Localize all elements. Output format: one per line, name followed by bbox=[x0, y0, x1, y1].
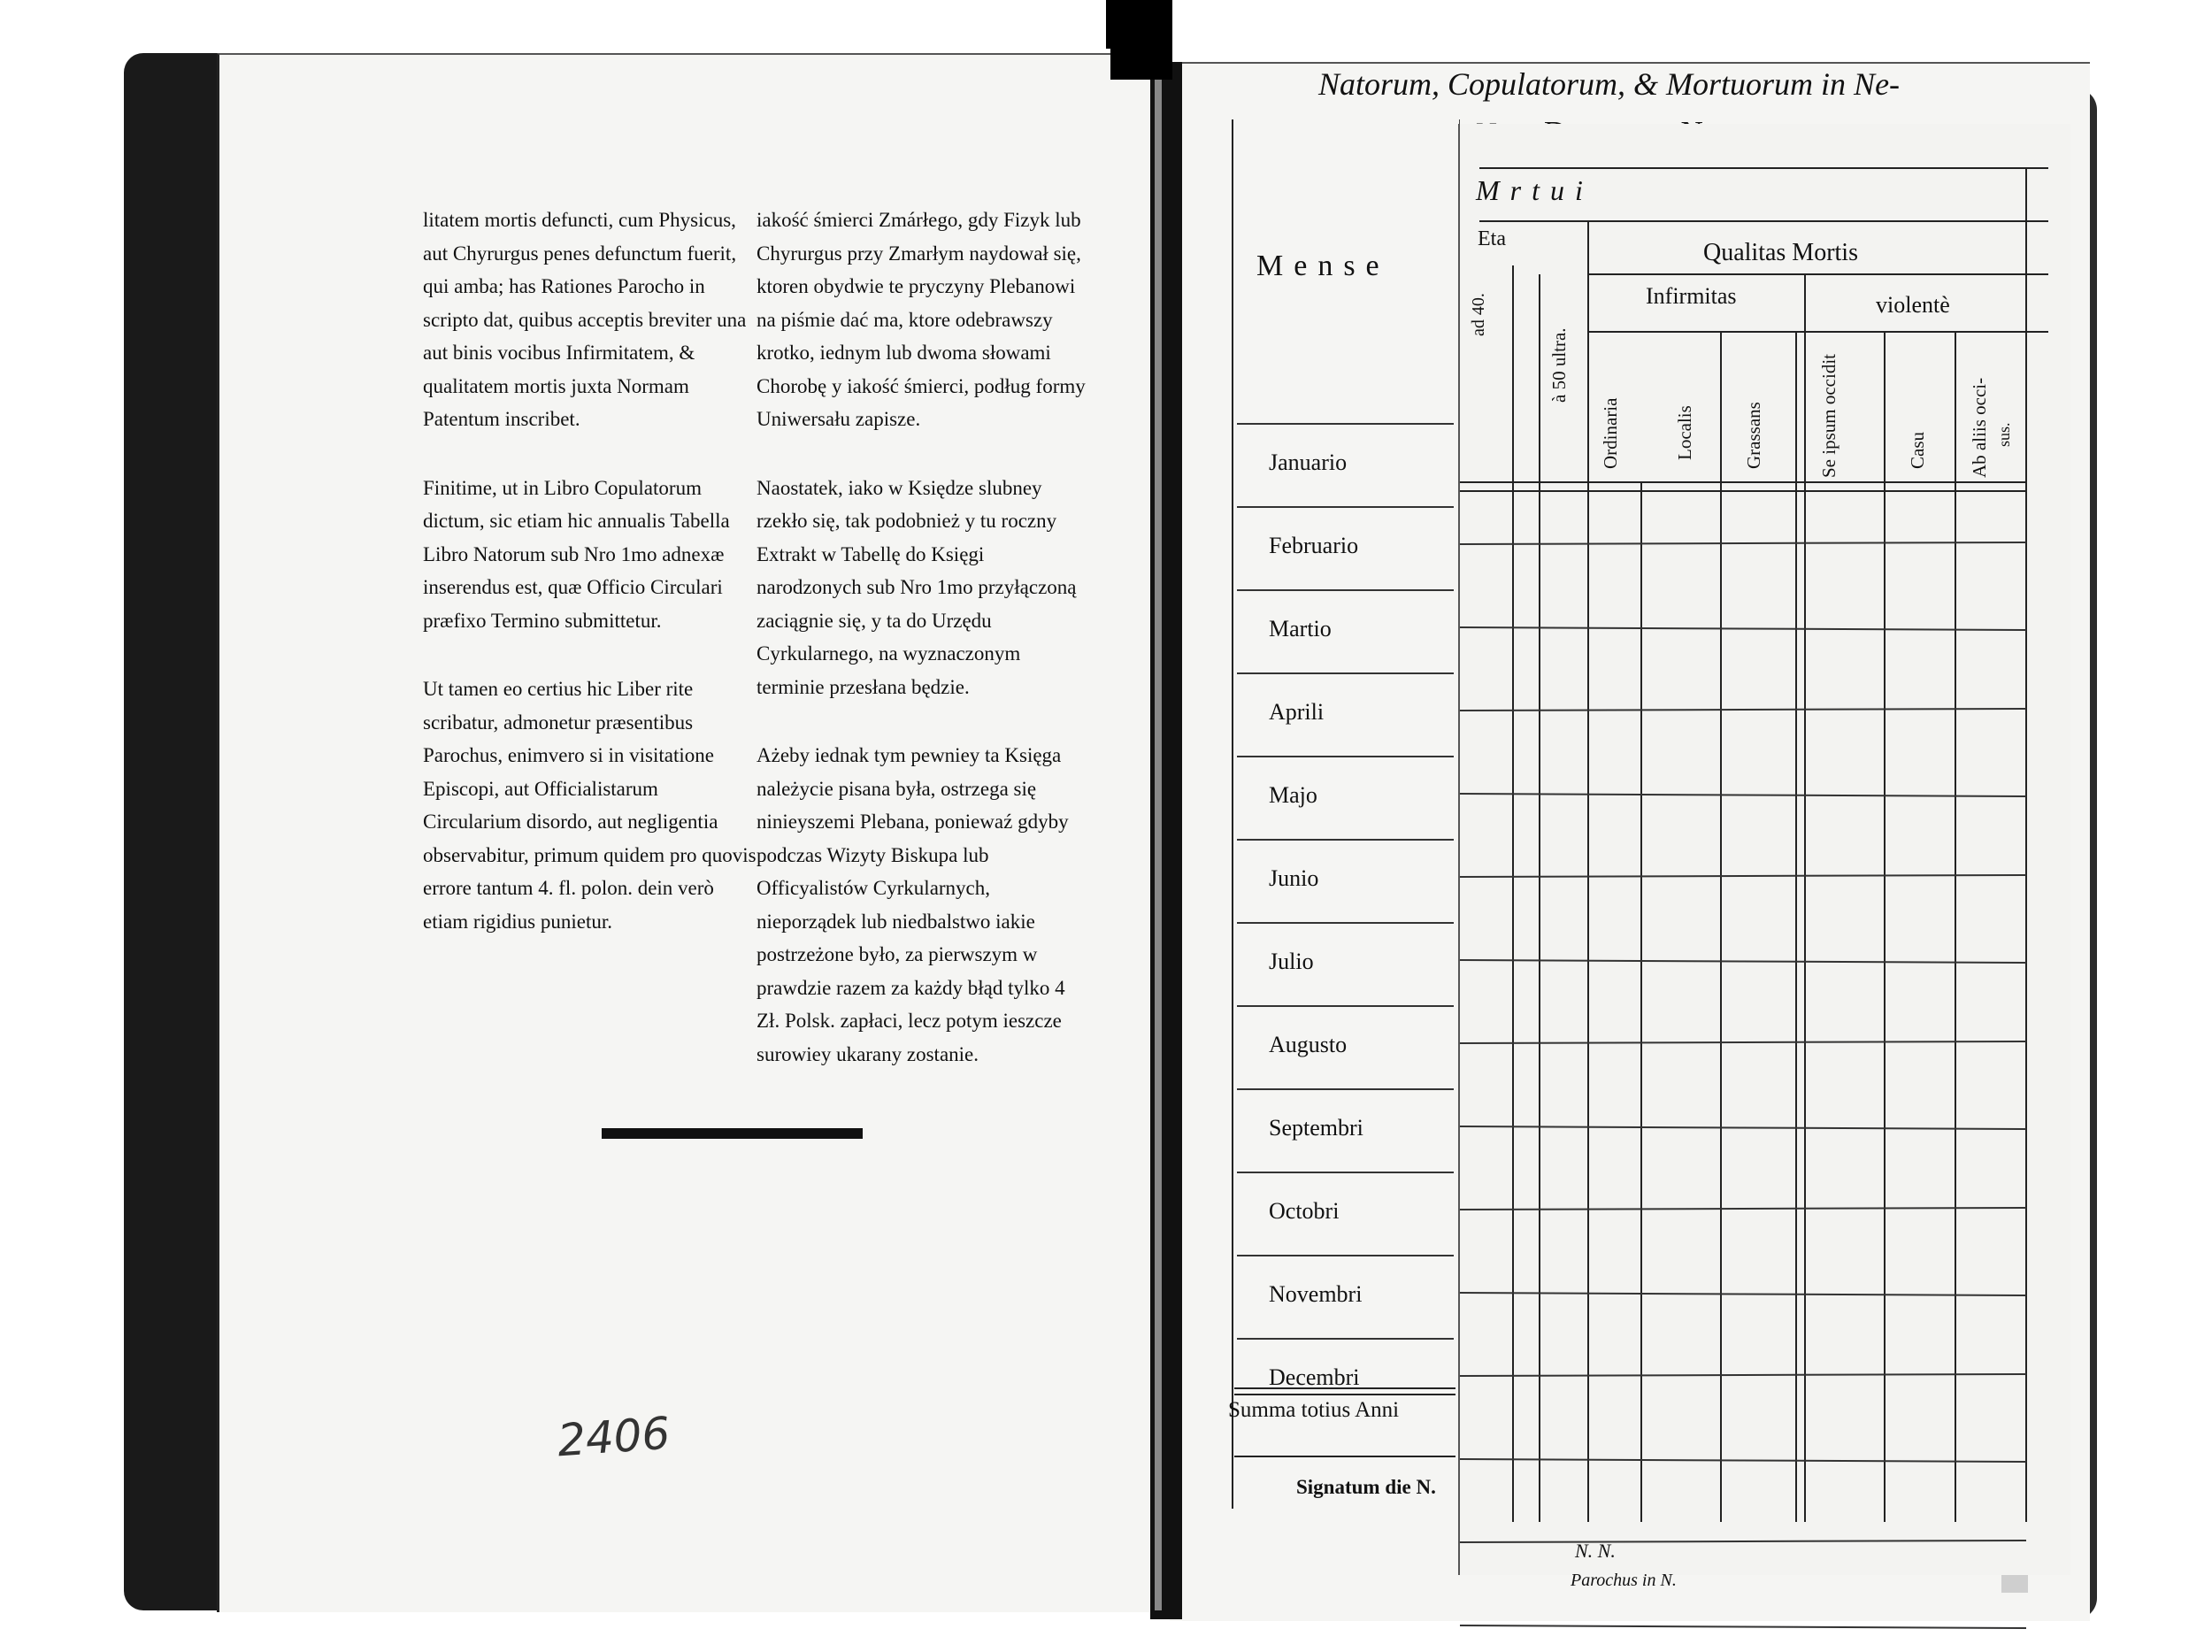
col-ab-aliis: Ab aliis occi- bbox=[1969, 377, 1990, 478]
footer-parochus: Parochus in N. bbox=[1571, 1571, 1677, 1590]
age-column-label-2: à 50 ultra. bbox=[1548, 327, 1570, 403]
month-label: Majo bbox=[1269, 782, 1317, 808]
latin-paragraph-3: Ut tamen eo certius hic Liber rite scribatur, admonetur præsentibus Parochus, enimvero si in visitatione Episcopi, aut Officialistarum Circularium disordo, aut negligentia observabitur, primum quidem pro quovis errore tantum 4. fl. polon. dein verò etiam rigidius punietur. bbox=[423, 678, 757, 933]
grid-row-line bbox=[1460, 627, 2026, 630]
grid-row-line bbox=[1460, 1374, 2026, 1376]
month-label: Novembri bbox=[1269, 1281, 1363, 1307]
month-label: Septembri bbox=[1269, 1115, 1363, 1141]
polish-paragraph-1: iakość śmierci Zmárłego, gdy Fizyk lub Chyrurgus przy Zmarłym naydował się, ktoren obydwie te pryczyny Plebanowi na piśmie dać ma, ktore odebrawszy krotko, iednym lub dwoma słowami Chorobę y iakość śmierci, podług formy Uniwersału zapisze. bbox=[757, 209, 1086, 430]
grid-row-line bbox=[1460, 542, 2026, 544]
grid-row-line bbox=[1460, 1041, 2026, 1043]
grid-row-line bbox=[1460, 875, 2026, 877]
age-column-label-1: ad 40. bbox=[1469, 293, 1488, 336]
grid-row-line bbox=[1460, 1126, 2026, 1129]
col-seipsum-occidit: Se ipsum occidit bbox=[1818, 354, 1839, 478]
grid-row-line bbox=[1460, 794, 2026, 796]
grid-row-line bbox=[1460, 1293, 2026, 1295]
col-grassans: Grassans bbox=[1743, 402, 1764, 469]
signatum-label: Signatum die N. bbox=[1296, 1476, 1436, 1498]
month-label: Octobri bbox=[1269, 1198, 1340, 1224]
month-label: Julio bbox=[1269, 949, 1314, 974]
handwritten-page-number: 2406 bbox=[556, 1407, 672, 1467]
latin-paragraph-1: litatem mortis defuncti, cum Physicus, aut Chyrurgus penes defunctum fuerit, qui amba; has Rationes Parocho in scripto dat, quibus acceptis breviter una aut binis vocibus Infirmitatem, & qualitatem mortis juxta Normam Patentum inscribet. bbox=[423, 209, 747, 430]
month-label: Januario bbox=[1269, 449, 1348, 475]
col-localis: Localis bbox=[1674, 405, 1695, 460]
latin-paragraph-2: Finitime, ut in Libro Copulatorum dictum, sic etiam hic annualis Tabella Libro Natorum sub Nro 1mo adnexæ inserendus est, quæ Officio Circulari præfixo Termino submittetur. bbox=[423, 476, 730, 632]
grid-row-line bbox=[1460, 960, 2026, 963]
grid-row-lines bbox=[1460, 542, 2026, 1628]
polish-paragraph-2: Naostatek, iako w Księdze slubney rzekło się, tak podobnież y tu roczny Extrakt w Tabellę do Księgi narodzonych sub Nro 1mo przyłączoną zaciągnie się, y ta do Urzędu Cyrkularnego, na wyznaczonym terminie przesłana będzie. bbox=[757, 476, 1077, 698]
qualitas-mortis-heading: Qualitas Mortis bbox=[1703, 239, 1858, 266]
month-label: Augusto bbox=[1269, 1032, 1348, 1057]
month-label: Decembri bbox=[1269, 1364, 1360, 1390]
col-casu: Casu bbox=[1907, 432, 1928, 469]
footer-nn: N. N. bbox=[1575, 1540, 1616, 1562]
month-label: Februario bbox=[1269, 533, 1359, 558]
mense-heading: Mense bbox=[1256, 250, 1390, 282]
polish-paragraph-3: Ażeby iednak tym pewniey ta Księga należycie pisana była, ostrzega się ninieyszemi Plebana, poniewaź gdyby podczas Wizyty Biskupa lub Officyalistów Cyrkularnych, nieporządek lub niedbalstwo iakie postrzeżone było, za pierwszym w prawdzie razem za każdy błąd tylko 4 Zł. Polsk. zapłaci, lecz potym ieszcze surowiey ukarany zostanie. bbox=[757, 744, 1069, 1065]
infirmitas-heading: Infirmitas bbox=[1646, 283, 1737, 309]
grid-row-line bbox=[1460, 1625, 2026, 1628]
register-title: Natorum, Copulatorum, & Mortuorum in Ne- bbox=[1318, 66, 1901, 102]
violente-heading: violentè bbox=[1876, 292, 1950, 318]
month-label: Martio bbox=[1269, 616, 1332, 642]
grid-row-line bbox=[1460, 1208, 2026, 1210]
mortui-heading: Mrtui bbox=[1476, 174, 1594, 206]
grid-row-line bbox=[1460, 1459, 2026, 1462]
month-label: Junio bbox=[1269, 865, 1319, 891]
col-ab-aliis-suffix: sus. bbox=[1995, 422, 2013, 447]
grid-row-line bbox=[1460, 1541, 2026, 1542]
aetas-heading: Eta bbox=[1478, 227, 1506, 250]
summa-label: Summa totius Anni bbox=[1228, 1398, 1400, 1422]
col-ordinaria: Ordinaria bbox=[1600, 397, 1621, 469]
grid-row-line bbox=[1460, 709, 2026, 711]
month-label: Aprili bbox=[1269, 699, 1325, 725]
